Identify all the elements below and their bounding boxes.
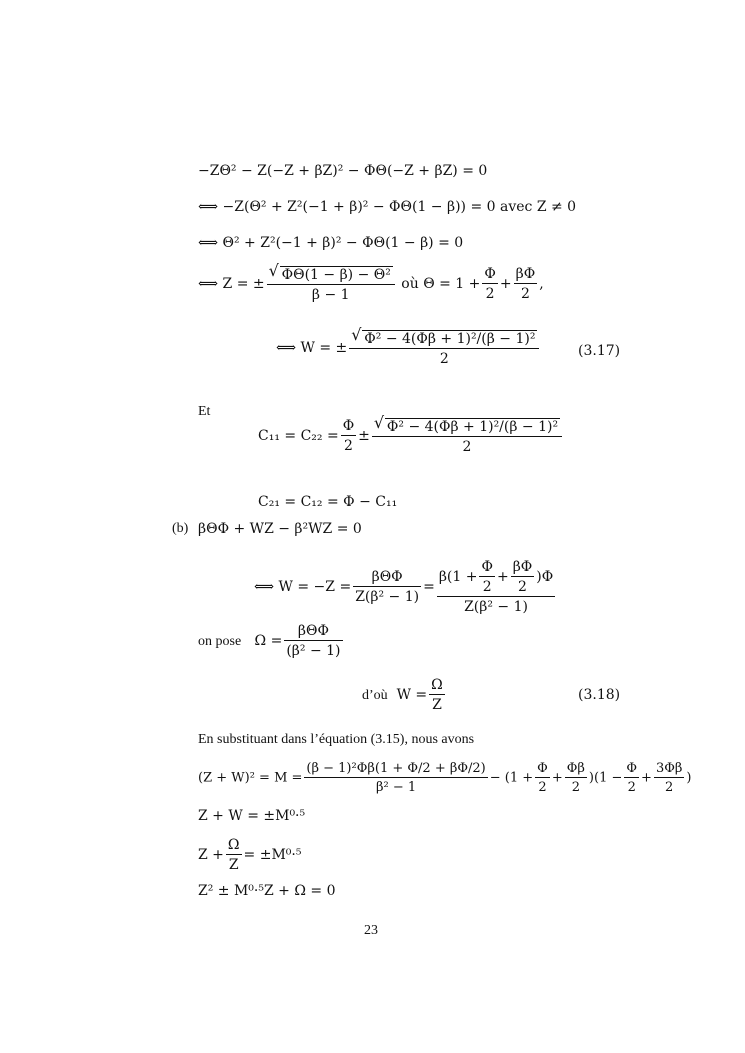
sqrt-symbol: [374, 418, 560, 434]
b2-lhs: ⟺ W = −Z =: [254, 579, 352, 595]
equation-zw: Z + W = ±M⁰·⁵: [198, 808, 306, 824]
theta-frac1-den: 2: [482, 283, 497, 301]
z-theta-def: où Θ = 1 +: [396, 276, 481, 292]
m-a-num: Φ: [537, 761, 548, 776]
z-lhs: ⟺ Z = ±: [198, 276, 265, 292]
m-end: ): [686, 770, 692, 786]
m-c-den: 2: [624, 777, 639, 794]
z-denominator: β − 1: [267, 284, 395, 302]
dou-text: d’où: [362, 688, 388, 703]
b2-num-part-b: )Φ: [536, 569, 554, 585]
dou-num: Ω: [431, 677, 443, 693]
zo-num: Ω: [227, 837, 240, 853]
b2-equals: =: [423, 579, 435, 595]
theta-frac2-den: 2: [514, 283, 538, 301]
zo-lhs: Z +: [198, 847, 224, 863]
theta-plus: +: [499, 276, 512, 292]
zo-rhs: = ±M⁰·⁵: [243, 847, 302, 863]
on-pose-text: on pose: [198, 634, 242, 649]
b2-sub1-den: 2: [479, 576, 494, 594]
theta-comma: ,: [539, 276, 544, 292]
c11-denominator: 2: [372, 436, 562, 454]
equation-number-3-17: (3.17): [578, 343, 621, 359]
equation-w-solution: [276, 330, 541, 366]
equation-line-2: ⟺ −Z(Θ² + Z²(−1 + β)² − ΦΘ(1 − β)) = 0 avec Z ≠ 0: [198, 199, 577, 215]
m-a-den: 2: [535, 777, 550, 794]
equation-line-1: −ZΘ² − Z(−Z + βZ)² − ΦΘ(−Z + βZ) = 0: [198, 163, 488, 179]
w-lhs: ⟺ W = ±: [276, 340, 348, 356]
m-plus-1: +: [551, 770, 563, 786]
b2-num-plus: +: [496, 569, 509, 585]
equation-line-z-solution: [198, 266, 544, 302]
dou-den: Z: [429, 694, 445, 712]
z-radicand: ΦΘ(1 − β) − Θ²: [281, 267, 391, 283]
c11-lhs: C₁₁ = C₂₂ =: [258, 428, 339, 444]
m-plus-2: +: [641, 770, 652, 786]
substitution-sentence: En substituant dans l’équation (3.15), nous avons: [198, 732, 475, 747]
b2-sub2-num: βΦ: [512, 559, 533, 575]
equation-line-3: ⟺ Θ² + Z²(−1 + β)² − ΦΘ(1 − β) = 0: [198, 235, 464, 251]
equation-b: βΘΦ + WZ − β²WZ = 0: [198, 521, 362, 537]
m-b-num: Φβ: [566, 761, 585, 776]
m-lhs: (Z + W)² = M =: [198, 770, 303, 786]
pose-lhs: Ω =: [254, 633, 283, 649]
equation-b-w: [254, 560, 557, 614]
m-frac-den: β² − 1: [304, 777, 487, 794]
page-number: 23: [364, 923, 378, 938]
b2-sub2-den: 2: [511, 576, 535, 594]
equation-c21: C₂₁ = C₁₂ = Φ − C₁₁: [258, 494, 398, 510]
b2-frac2-den: Z(β² − 1): [437, 596, 555, 614]
equation-on-pose: [198, 624, 345, 658]
m-mid2: )(1 −: [588, 770, 623, 786]
c11-phi-den: 2: [341, 435, 356, 453]
c11-phi-num: Φ: [342, 418, 355, 434]
dou-lhs: W =: [396, 687, 428, 703]
b2-frac2: [437, 560, 555, 614]
equation-number-3-18: (3.18): [578, 687, 621, 703]
w-fraction: [349, 330, 539, 366]
et-label: Et: [198, 404, 211, 419]
pose-den: (β² − 1): [284, 640, 342, 658]
m-c-num: Φ: [626, 761, 638, 776]
m-d-den: 2: [654, 777, 684, 794]
c11-pm: ±: [358, 428, 370, 444]
m-d-num: 3Φβ: [655, 761, 683, 776]
m-frac-num: (β − 1)²Φβ(1 + Φ/2 + βΦ/2): [306, 761, 486, 776]
w-denominator: 2: [349, 348, 539, 366]
zo-den: Z: [226, 854, 242, 872]
sqrt-symbol: [269, 266, 393, 282]
b2-frac1-den: Z(β² − 1): [353, 586, 421, 604]
sqrt-symbol: [351, 330, 537, 346]
equation-z-omega: [198, 838, 301, 872]
w-radicand: Φ² − 4(Φβ + 1)²/(β − 1)²: [364, 331, 536, 347]
item-b-label: (b): [172, 521, 189, 536]
equation-quadratic: Z² ± M⁰·⁵Z + Ω = 0: [198, 883, 336, 899]
b2-num-part-a: β(1 +: [438, 569, 478, 585]
pose-num: βΘΦ: [297, 623, 329, 639]
equation-m: [198, 762, 691, 794]
m-b-den: 2: [565, 777, 587, 794]
z-fraction: [267, 266, 395, 302]
equation-c11: [258, 418, 564, 454]
c11-radicand: Φ² − 4(Φβ + 1)²/(β − 1)²: [386, 419, 559, 435]
theta-frac2-num: βΦ: [515, 266, 536, 282]
b2-sub1-num: Φ: [481, 559, 493, 575]
theta-frac1-num: Φ: [484, 266, 496, 282]
c11-fraction: [372, 418, 562, 454]
m-mid: − (1 +: [489, 770, 534, 786]
b2-frac1-num: βΘΦ: [371, 569, 403, 585]
equation-dou: [362, 678, 447, 712]
